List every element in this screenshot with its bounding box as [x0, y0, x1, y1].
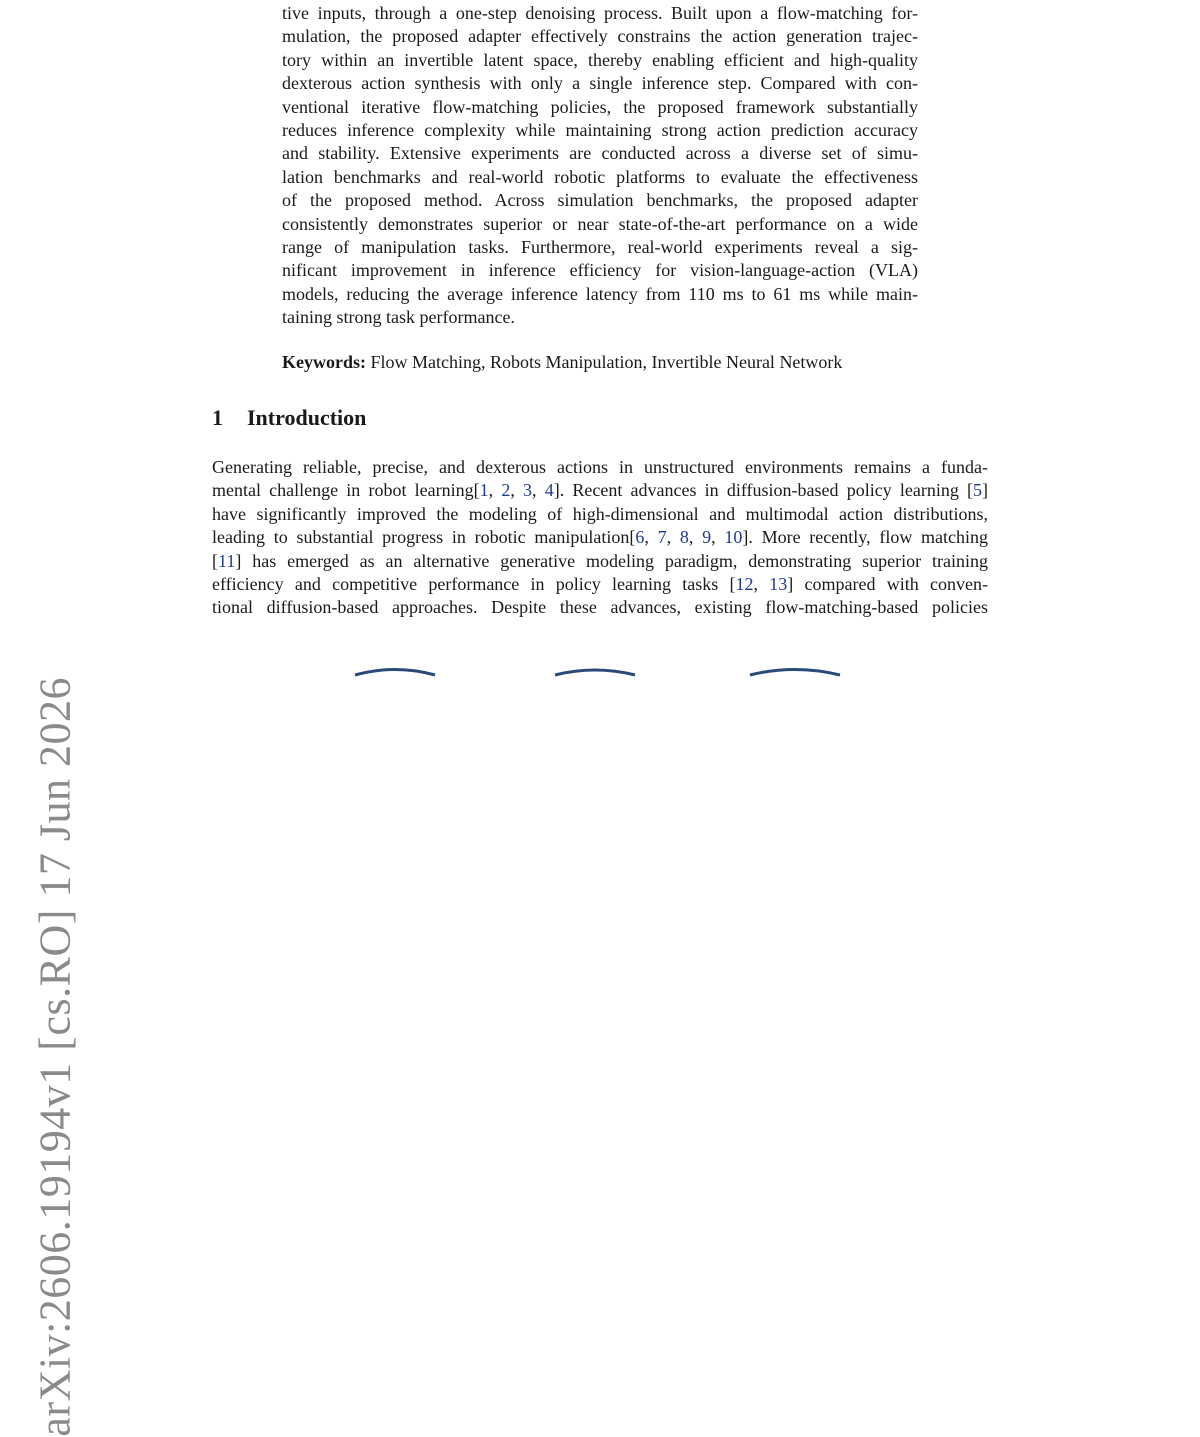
- intro-text: ]: [982, 480, 989, 501]
- section-heading: [212, 404, 366, 432]
- intro-text: ,: [510, 480, 524, 501]
- citation-link[interactable]: 10: [724, 527, 743, 548]
- keywords-text: Flow Matching, Robots Manipulation, Invertible Neural Network: [366, 352, 843, 372]
- citation-link[interactable]: 3: [523, 480, 533, 501]
- citation-link[interactable]: 7: [657, 527, 667, 548]
- citation-link[interactable]: 13: [769, 573, 788, 594]
- intro-line: [212, 573, 988, 596]
- figure-arc-1: [355, 670, 435, 676]
- intro-text: have significantly improved the modeling of high-dimensional and multimodal action distributions,: [212, 503, 988, 524]
- intro-text: tional diffusion-based approaches. Despite these advances, existing flow-matching-based policies: [212, 597, 988, 618]
- keywords-label: Keywords:: [282, 352, 366, 372]
- introduction-body: [212, 456, 988, 620]
- intro-text: leading to substantial progress in robotic manipulation[: [212, 527, 636, 548]
- citation-link[interactable]: 4: [544, 480, 554, 501]
- abstract-line: models, reducing the average inference latency from 110 ms to 61 ms while main-: [282, 283, 918, 304]
- intro-text: mental challenge in robot learning[: [212, 480, 480, 501]
- intro-text: efficiency and competitive performance in policy learning tasks [: [212, 573, 736, 594]
- intro-text: ] has emerged as an alternative generative modeling paradigm, demonstrating superior training: [235, 550, 988, 571]
- intro-line: [212, 503, 988, 526]
- keywords: [282, 351, 982, 374]
- intro-text: ,: [688, 527, 703, 548]
- intro-text: ]. Recent advances in diffusion-based policy learning [: [553, 480, 974, 501]
- citation-link[interactable]: 8: [679, 527, 689, 548]
- abstract-line: dexterous action synthesis with only a single inference step. Compared with con-: [282, 73, 918, 94]
- abstract-line: tory within an invertible latent space, thereby enabling efficient and high-quality: [282, 49, 918, 70]
- abstract-line: range of manipulation tasks. Furthermore, real-world experiments reveal a sig-: [282, 236, 918, 257]
- intro-text: Generating reliable, precise, and dexterous actions in unstructured environments remains a funda-: [212, 457, 988, 477]
- abstract-line: nificant improvement in inference efficiency for vision-language-action (VLA): [282, 260, 918, 281]
- intro-text: ,: [753, 573, 770, 594]
- abstract-line: reduces inference complexity while maintaining strong action prediction accuracy: [282, 119, 918, 140]
- figure-arc-2: [555, 670, 635, 675]
- abstract-line: of the proposed method. Across simulation benchmarks, the proposed adapter: [282, 190, 918, 211]
- intro-text: ,: [532, 480, 545, 501]
- intro-text: ] compared with conven-: [787, 573, 988, 594]
- abstract-line: taining strong task performance.: [282, 307, 515, 328]
- figure-top-edge: [300, 660, 900, 675]
- abstract-body: [282, 2, 918, 329]
- abstract-line: consistently demonstrates superior or near state-of-the-art performance on a wide: [282, 213, 918, 234]
- citation-link[interactable]: 1: [479, 480, 489, 501]
- arxiv-side-stamp: [30, 0, 80, 1437]
- intro-line: [212, 550, 988, 573]
- abstract-line: lation benchmarks and real-world robotic platforms to evaluate the effectiveness: [282, 166, 918, 187]
- arxiv-identifier: arXiv:2606.19194v1 [cs.RO] 17 Jun 2026: [31, 677, 80, 1437]
- intro-text: ]. More recently, flow matching: [742, 527, 989, 548]
- section-title: Introduction: [247, 405, 367, 430]
- figure-arc-3: [750, 670, 840, 676]
- citation-link[interactable]: 12: [735, 573, 754, 594]
- intro-text: [: [212, 550, 218, 571]
- abstract-line: ventional iterative flow-matching policies, the proposed framework substantially: [282, 96, 918, 117]
- abstract-line: mulation, the proposed adapter effectively constrains the action generation trajec-: [282, 26, 918, 47]
- intro-line: [212, 479, 988, 502]
- section-number: 1: [212, 405, 223, 430]
- intro-line: [212, 456, 988, 479]
- abstract-line: and stability. Extensive experiments are conducted across a diverse set of simu-: [282, 143, 918, 164]
- abstract-line: tive inputs, through a one-step denoising process. Built upon a flow-matching for-: [282, 3, 918, 23]
- intro-text: ,: [711, 527, 725, 548]
- intro-text: ,: [666, 527, 680, 548]
- intro-text: ,: [644, 527, 658, 548]
- citation-link[interactable]: 2: [501, 480, 511, 501]
- citation-link[interactable]: 9: [702, 527, 712, 548]
- citation-link[interactable]: 5: [973, 480, 983, 501]
- intro-text: ,: [488, 480, 502, 501]
- intro-line: [212, 596, 988, 619]
- intro-line: [212, 526, 988, 549]
- citation-link[interactable]: 6: [635, 527, 645, 548]
- citation-link[interactable]: 11: [218, 550, 236, 571]
